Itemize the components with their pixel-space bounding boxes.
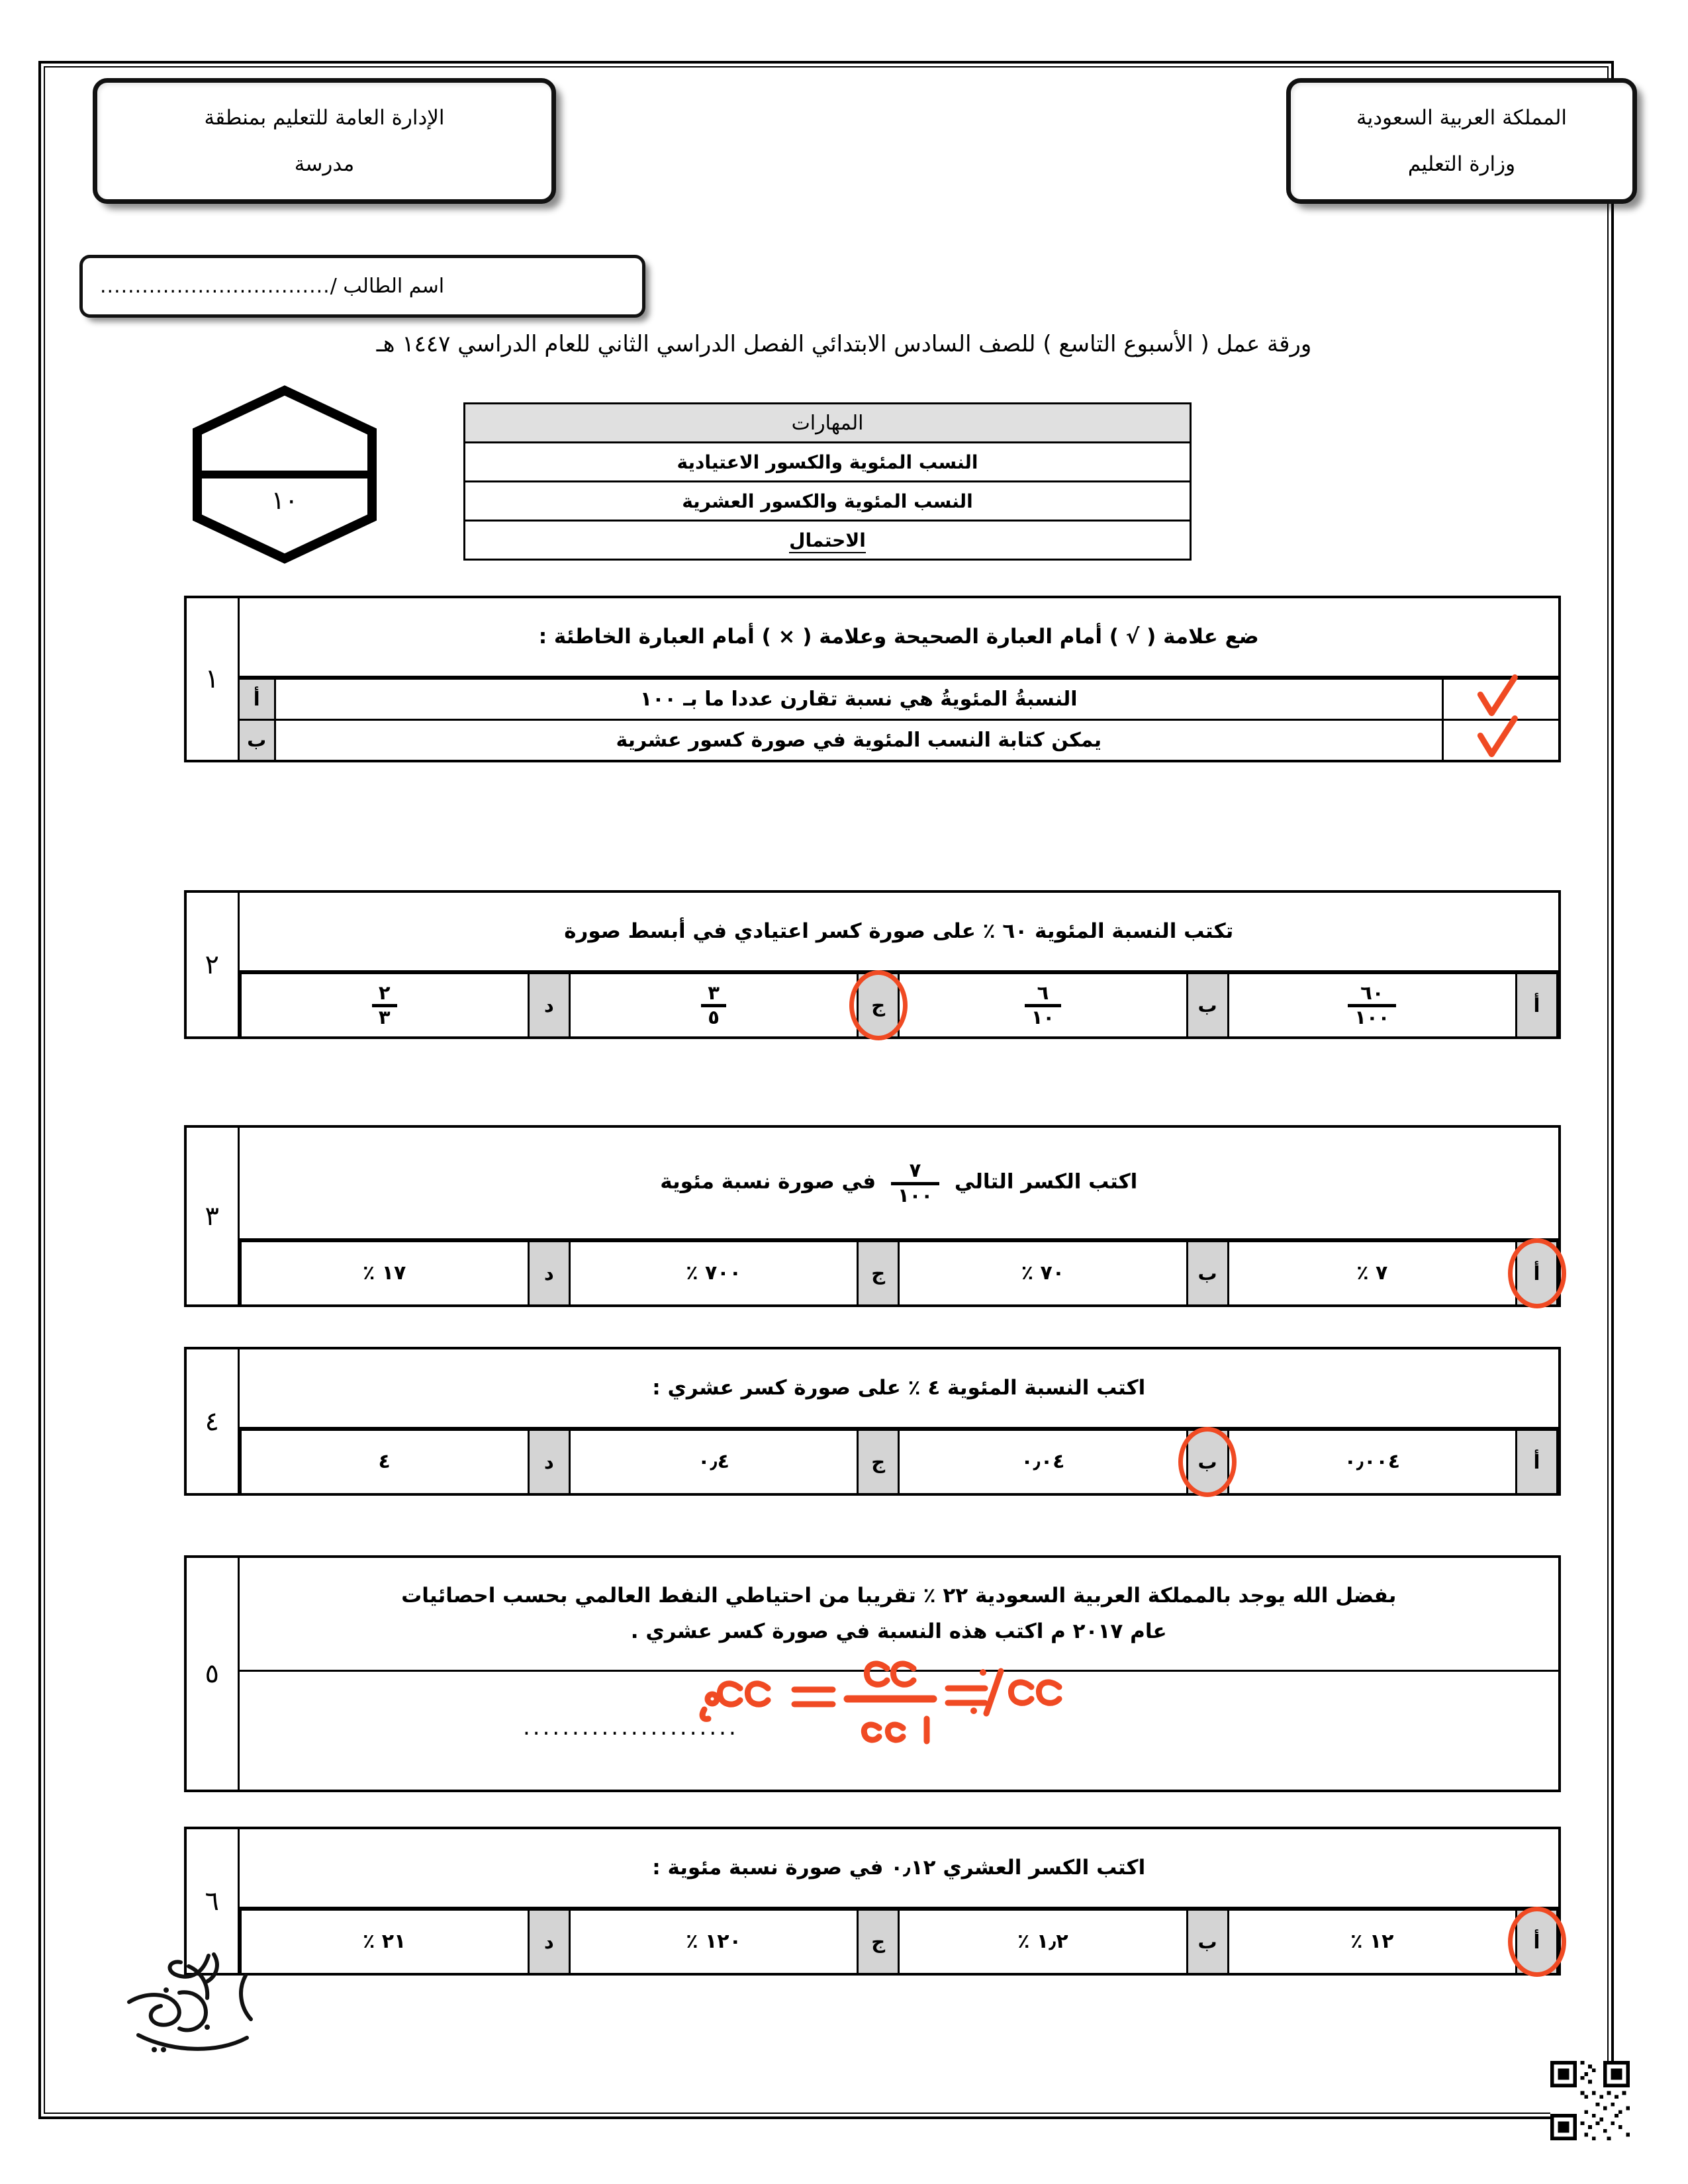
option-letter-text: أ: [1533, 1261, 1540, 1285]
question-3-option-d-letter[interactable]: د: [528, 1241, 569, 1304]
question-6-option-b-letter[interactable]: ب: [1187, 1909, 1228, 1973]
table-row: [465, 482, 1191, 521]
question-1-item-a-text: النسبةُ المئويةُ هي نسبة تقارن عددا ما بـ ١٠٠: [275, 678, 1443, 719]
question-block-5: [184, 1555, 1561, 1792]
question-6-option-c-letter[interactable]: ج: [858, 1909, 899, 1973]
option-letter-text: أ: [1533, 1930, 1540, 1953]
fraction: [701, 983, 726, 1028]
table-row: [187, 893, 1558, 971]
score-hexagon-value: ١٠: [271, 486, 299, 515]
question-5-stem: [238, 1558, 1558, 1670]
question-block-4: [184, 1347, 1561, 1496]
skill-row-3: [465, 521, 1191, 560]
fraction-denominator: ٥: [701, 1004, 726, 1027]
question-4-option-a-value[interactable]: ٠٫٠٠٤: [1228, 1430, 1516, 1493]
table-row: [187, 971, 1558, 1036]
fraction-denominator: ١٠٠: [1348, 1004, 1396, 1027]
table-row: [187, 1239, 1558, 1304]
question-1-stem: ضع علامة ( √ ) أمام العبارة الصحيحة وعلامة ( × ) أمام العبارة الخاطئة :: [238, 598, 1558, 676]
score-hexagon: [192, 385, 377, 564]
table-row: [187, 598, 1558, 676]
question-3-option-b-letter[interactable]: ب: [1187, 1241, 1228, 1304]
table-row: [187, 1558, 1558, 1670]
table-row: [187, 1670, 1558, 1790]
question-5-answer-area[interactable]: [238, 1670, 1558, 1790]
skills-table-header: المهارات: [465, 404, 1191, 443]
skill-row-3-text: الاحتمال: [789, 529, 866, 553]
education-admin-label: الإدارة العامة للتعليم بمنطقة: [204, 105, 445, 130]
question-block-2: [184, 890, 1561, 1039]
table-row: [187, 719, 1558, 760]
question-2-option-b-value[interactable]: [899, 973, 1187, 1036]
question-4-option-d-value[interactable]: ٤: [240, 1430, 528, 1493]
fraction: [891, 1160, 939, 1205]
teacher-signature: [109, 1936, 281, 2075]
fraction-numerator: ٢: [378, 981, 391, 1004]
table-row: [465, 521, 1191, 560]
answer-mark-cell-1a[interactable]: [1442, 678, 1558, 719]
true-false-row: [240, 719, 1559, 760]
table-row: [187, 1349, 1558, 1428]
mcq-options-row: [240, 1241, 1558, 1304]
question-4-option-a-letter[interactable]: أ: [1517, 1430, 1558, 1493]
question-2-option-d-value[interactable]: [240, 973, 528, 1036]
question-6-option-d-letter[interactable]: د: [528, 1909, 569, 1973]
page-title: ورقة عمل ( الأسبوع التاسع ) للصف السادس الابتدائي الفصل الدراسي الثاني للعام الدراسي ١٤٤٧ هـ: [376, 331, 1312, 357]
fraction-numerator: ٦٠: [1360, 981, 1384, 1004]
mcq-options-row: [240, 973, 1558, 1036]
question-3-option-a-letter[interactable]: [1517, 1241, 1558, 1304]
fraction-numerator: ٣: [708, 981, 720, 1004]
question-2-number: ٢: [187, 893, 238, 1036]
question-5-stem-line1: بفضل الله يوجد بالمملكة العربية السعودية ٢٢ ٪ تقريبا من احتياطي النفط العالمي بحسب احصائيات: [401, 1584, 1397, 1608]
answer-mark-cell-1b[interactable]: [1442, 719, 1558, 760]
check-mark-icon: [1474, 674, 1521, 720]
ministry-label: وزارة التعليم: [1407, 152, 1516, 176]
question-1-item-b-text: يمكن كتابة النسب المئوية في صورة كسور عشرية: [275, 719, 1443, 760]
question-3-option-a-value[interactable]: ٧ ٪: [1228, 1241, 1516, 1304]
fraction: [1025, 983, 1061, 1028]
skill-row-2: النسب المئوية والكسور العشرية: [465, 482, 1191, 521]
school-label: مدرسة: [294, 152, 355, 176]
table-row: [187, 676, 1558, 719]
country-label: المملكة العربية السعودية: [1356, 105, 1568, 130]
question-block-3: [184, 1125, 1561, 1307]
table-row: [465, 404, 1191, 443]
question-6-option-d-value[interactable]: ٢١ ٪: [240, 1909, 528, 1973]
question-block-6: [184, 1827, 1561, 1976]
student-name-label: اسم الطالب /: [330, 275, 445, 298]
question-2-option-d-letter[interactable]: [528, 973, 569, 1036]
question-6-stem: اكتب الكسر العشري ٠٫١٢ في صورة نسبة مئوية :: [238, 1829, 1558, 1907]
question-1-number: ١: [187, 598, 238, 760]
fraction: [1348, 983, 1396, 1028]
fraction-denominator: ١٠٠: [891, 1182, 939, 1205]
fraction-numerator: ٦: [1037, 981, 1049, 1004]
question-3-option-d-value[interactable]: ١٧ ٪: [240, 1241, 528, 1304]
table-row: [465, 443, 1191, 482]
table-row: [187, 1907, 1558, 1973]
question-4-option-c-value[interactable]: ٠٫٤: [569, 1430, 857, 1493]
question-1-item-b-letter: ب: [240, 719, 275, 760]
skills-table: [463, 402, 1192, 561]
question-2-option-c-letter[interactable]: [858, 973, 899, 1036]
question-2-option-c-value[interactable]: [569, 973, 857, 1036]
skill-row-1: النسب المئوية والكسور الاعتيادية: [465, 443, 1191, 482]
question-4-option-d-letter[interactable]: د: [528, 1430, 569, 1493]
true-false-row: [240, 678, 1559, 719]
question-6-option-c-value[interactable]: ١٢٠ ٪: [569, 1909, 857, 1973]
question-4-stem: اكتب النسبة المئوية ٤ ٪ على صورة كسر عشري :: [238, 1349, 1558, 1428]
fraction-denominator: ٣: [372, 1004, 397, 1027]
option-letter-text: أ: [1533, 993, 1540, 1017]
question-5-stem-line2: عام ٢٠١٧ م اكتب هذه النسبة في صورة كسر عشري .: [630, 1619, 1167, 1644]
check-mark-icon: [1474, 715, 1521, 761]
option-letter-text: د: [543, 993, 554, 1017]
question-3-number: ٣: [187, 1128, 238, 1304]
question-2-option-a-letter[interactable]: [1517, 973, 1558, 1036]
option-letter-text: ب: [1197, 1450, 1217, 1473]
fraction-denominator: ١٠: [1025, 1004, 1061, 1027]
question-2-option-b-letter[interactable]: [1187, 973, 1228, 1036]
question-block-1: [184, 596, 1561, 762]
page-border: [38, 61, 1614, 2119]
question-2-option-a-value[interactable]: [1228, 973, 1516, 1036]
fraction: [372, 983, 397, 1028]
question-4-number: ٤: [187, 1349, 238, 1493]
question-5-number: ٥: [187, 1558, 238, 1790]
page-border-inner: [44, 66, 1609, 2114]
table-row: [187, 1428, 1558, 1493]
table-row: [187, 1829, 1558, 1907]
question-4-option-b-letter[interactable]: [1187, 1430, 1228, 1493]
table-row: [187, 1128, 1558, 1239]
option-letter-text: ب: [1197, 993, 1217, 1017]
mcq-options-row: [240, 1430, 1558, 1493]
question-3-stem: [238, 1128, 1558, 1239]
question-6-option-a-value[interactable]: ١٢ ٪: [1228, 1909, 1516, 1973]
qr-code: [1550, 2061, 1630, 2140]
question-2-stem: تكتب النسبة المئوية ٦٠ ٪ على صورة كسر اعتيادي في أبسط صورة: [238, 893, 1558, 971]
question-6-option-a-letter[interactable]: [1517, 1909, 1558, 1973]
ministry-header-box: [1286, 78, 1637, 204]
question-3-stem-before: اكتب الكسر التالي: [954, 1169, 1138, 1194]
fraction-numerator: ٧: [909, 1159, 921, 1182]
student-name-blank: .................................: [100, 275, 330, 298]
question-3-stem-after: في صورة نسبة مئوية: [660, 1169, 876, 1194]
mcq-options-row: [240, 1909, 1558, 1973]
option-letter-text: ج: [871, 993, 886, 1017]
question-1-item-a-letter: أ: [240, 678, 275, 719]
question-5-answer-dots: ......................: [523, 1714, 739, 1741]
student-name-field[interactable]: [79, 255, 645, 318]
question-3-option-c-letter[interactable]: ج: [858, 1241, 899, 1304]
question-3-option-c-value[interactable]: ٧٠٠ ٪: [569, 1241, 857, 1304]
question-6-number: ٦: [187, 1829, 238, 1973]
question-6-option-b-value[interactable]: ١٫٢ ٪: [899, 1909, 1187, 1973]
question-4-option-b-value[interactable]: ٠٫٠٤: [899, 1430, 1187, 1493]
question-3-option-b-value[interactable]: ٧٠ ٪: [899, 1241, 1187, 1304]
question-4-option-c-letter[interactable]: ج: [858, 1430, 899, 1493]
education-admin-header-box: [93, 78, 556, 204]
